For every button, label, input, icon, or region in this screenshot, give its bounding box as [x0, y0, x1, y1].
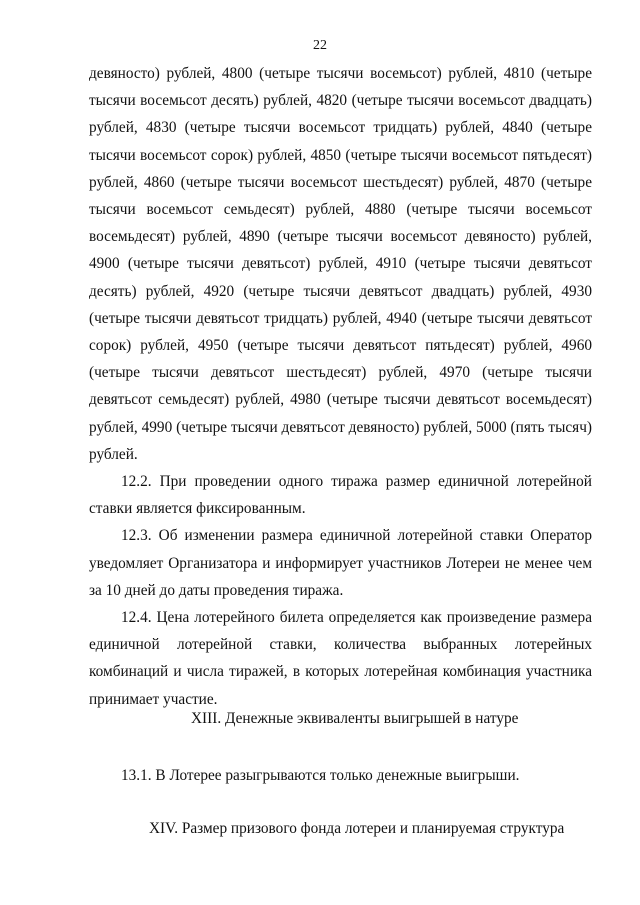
text-line: ставки является фиксированным.	[89, 500, 306, 518]
text-line: за 10 дней до даты проведения тиража.	[89, 581, 344, 599]
text-line: (четыре тысячи девятьсот тридцать) рублей, 4940 (четыре тысячи девятьсот	[89, 309, 592, 327]
clause-12-3	[89, 522, 592, 604]
text-line: единичной лотерейной ставки, количества выбранных лотерейных	[89, 636, 592, 654]
text-line: девяносто) рублей, 4800 (четыре тысячи восемьсот) рублей, 4810 (четыре	[89, 65, 592, 82]
text-line: 4900 (четыре тысячи девятьсот) рублей, 4910 (четыре тысячи девятьсот	[89, 255, 592, 273]
text-line: 12.2. При проведении одного тиража размер единичной лотерейной	[121, 473, 592, 491]
text-line: 12.3. Об изменении размера единичной лотерейной ставки Оператор	[121, 527, 592, 545]
section-13-heading: XIII. Денежные эквиваленты выигрышей в натуре	[191, 710, 519, 727]
clause-12-4	[89, 604, 592, 713]
continuation-paragraph	[89, 60, 592, 468]
text-line: комбинаций и числа тиражей, в которых лотерейная комбинация участника	[89, 663, 592, 681]
text-line: (четыре тысячи девятьсот шестьдесят) рублей, 4970 (четыре тысячи	[89, 364, 592, 382]
clause-12-2	[89, 468, 592, 522]
text-line: 12.4. Цена лотерейного билета определяется как произведение размера	[121, 609, 592, 627]
text-line: тысячи восемьсот десять) рублей, 4820 (четыре тысячи восемьсот двадцать)	[89, 92, 592, 110]
text-line: десять) рублей, 4920 (четыре тысячи девятьсот двадцать) рублей, 4930	[89, 282, 592, 300]
clause-13-1: 13.1. В Лотерее разыгрываются только денежные выигрыши.	[121, 767, 520, 784]
text-line: уведомляет Организатора и информирует участников Лотереи не менее чем	[89, 554, 592, 572]
text-line: сорок) рублей, 4950 (четыре тысячи девятьсот пятьдесят) рублей, 4960	[89, 337, 592, 355]
text-line: принимает участие.	[89, 690, 218, 708]
document-body	[89, 60, 592, 713]
text-line: тысячи восемьсот семьдесят) рублей, 4880 (четыре тысячи восемьсот	[89, 201, 592, 219]
text-line: тысячи восемьсот сорок) рублей, 4850 (четыре тысячи восемьсот пятьдесят)	[89, 146, 592, 164]
text-line: рублей, 4830 (четыре тысячи восемьсот тридцать) рублей, 4840 (четыре	[89, 119, 592, 137]
text-line: восемьдесят) рублей, 4890 (четыре тысячи восемьсот девяносто) рублей,	[89, 228, 592, 246]
section-14-heading: XIV. Размер призового фонда лотереи и планируемая структура	[149, 820, 565, 837]
text-line: рублей, 4860 (четыре тысячи восемьсот шестьдесят) рублей, 4870 (четыре	[89, 173, 592, 191]
text-line: рублей, 4990 (четыре тысячи девятьсот девяносто) рублей, 5000 (пять тысяч)	[89, 418, 592, 436]
text-line: девятьсот семьдесят) рублей, 4980 (четыре тысячи девятьсот восемьдесят)	[89, 391, 592, 409]
text-line: рублей.	[89, 445, 138, 463]
page-number: 22	[313, 38, 327, 53]
